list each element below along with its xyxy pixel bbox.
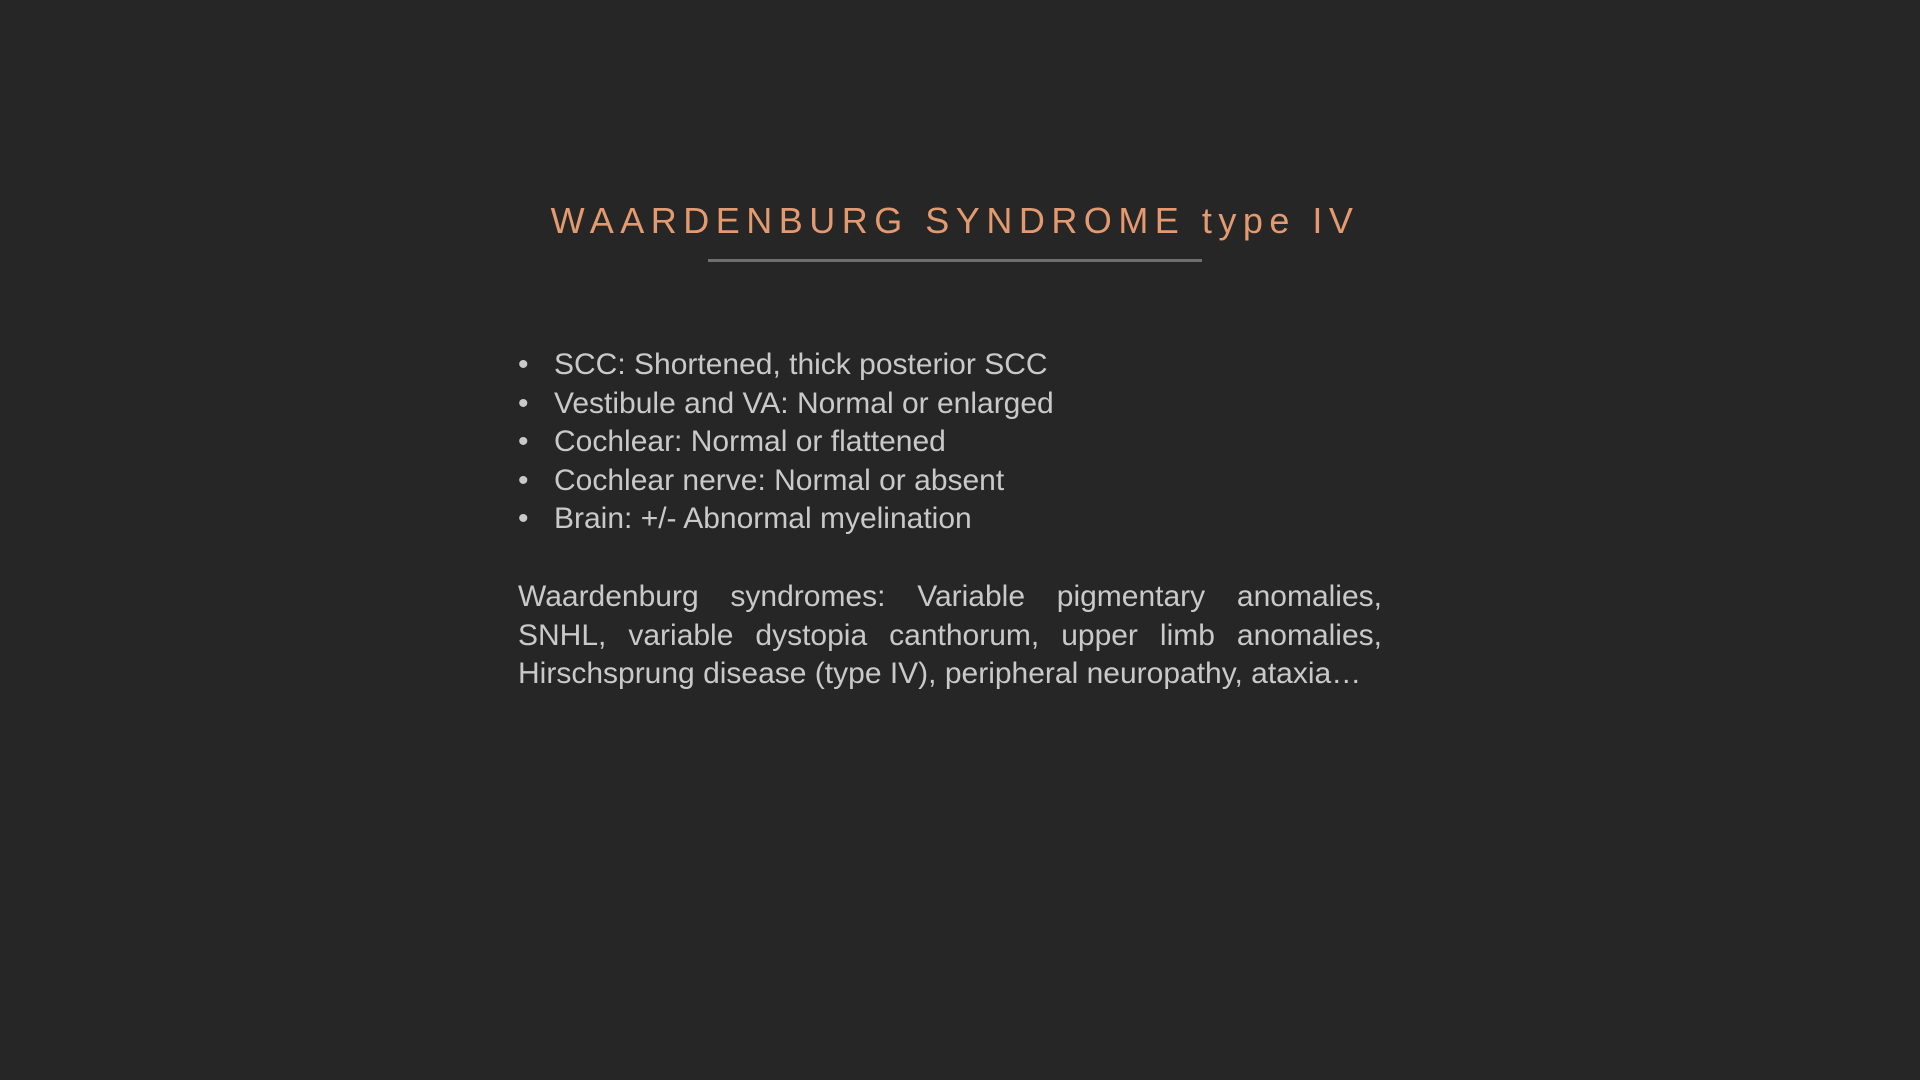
bullet-marker: • [518, 463, 529, 497]
bullet-marker: • [518, 386, 529, 420]
bullet-list [518, 346, 1388, 539]
bullet-item [518, 462, 1388, 501]
bullet-item [518, 500, 1388, 539]
bullet-text: SCC: Shortened, thick posterior SCC [554, 348, 1048, 381]
summary-paragraph: Waardenburg syndromes: Variable pigmentary anomalies, SNHL, variable dystopia canthorum, upper limb anomalies, Hirschsprung disease (type IV), peripheral neuropathy, ataxia… [518, 580, 1382, 690]
bullet-text: Brain: +/- Abnormal myelination [554, 502, 972, 535]
bullet-item [518, 385, 1388, 424]
title-underline [708, 259, 1202, 262]
bullet-text: Cochlear: Normal or flattened [554, 425, 946, 458]
bullet-item [518, 423, 1388, 462]
bullet-text: Vestibule and VA: Normal or enlarged [554, 386, 1054, 420]
bullet-marker: • [518, 348, 529, 381]
bullet-text: Cochlear nerve: Normal or absent [554, 463, 1005, 497]
bullet-item [518, 346, 1388, 385]
bullet-marker: • [518, 502, 529, 535]
slide-title: WAARDENBURG SYNDROME type IV [550, 200, 1360, 241]
bullet-marker: • [518, 425, 529, 458]
